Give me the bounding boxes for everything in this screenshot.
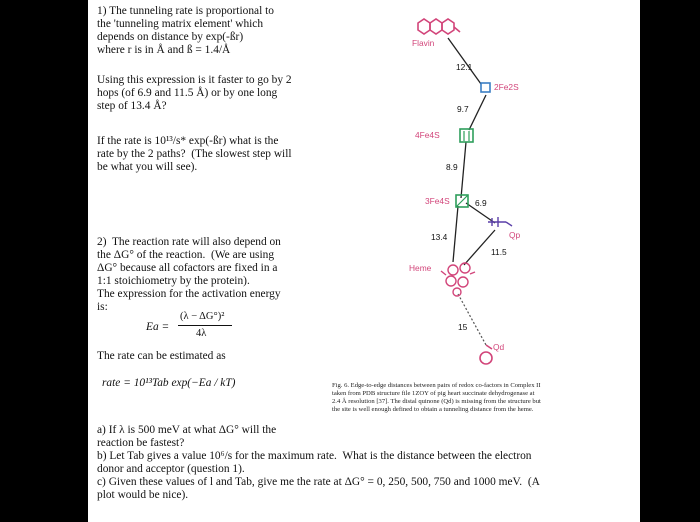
label-2fe2s: 2Fe2S: [494, 82, 519, 92]
q1-question-line-2: hops (of 6.9 and 11.5 Å) or by one long: [97, 87, 278, 99]
ea-label: Ea =: [146, 321, 170, 333]
distance-4fe4s-3fe4s: 8.9: [446, 162, 458, 172]
distance-qp-heme: 11.5: [491, 247, 507, 257]
q2-line-4: 1:1 stoichiometry by the protein).: [97, 275, 250, 287]
label-flavin: Flavin: [412, 38, 435, 48]
q1-rate-line-2: rate by the 2 paths? (The slowest step will: [97, 148, 292, 160]
q2-estimate-line: The rate can be estimated as: [97, 350, 226, 362]
q1-line-4: where r is in Å and ß = 1.4/Å: [97, 44, 231, 56]
q2-line-1: 2) The reaction rate will also depend on: [97, 236, 281, 248]
label-qp: Qp: [509, 230, 521, 240]
ea-numerator: (λ − ΔG°)²: [180, 311, 225, 322]
rate-formula: rate = 10¹³Tab exp(−Ea / kT): [102, 377, 236, 389]
q1-rate-line-1: If the rate is 10¹³/s* exp(-ßr) what is the: [97, 135, 279, 147]
subq-b-line-2: donor and acceptor (question 1).: [97, 463, 245, 475]
subq-a-line-1: a) If λ is 500 meV at what ΔG° will the: [97, 424, 277, 436]
distance-heme-qd: 15: [458, 322, 468, 332]
cofactor-figure: [88, 0, 640, 522]
figure-caption-line-2: taken from PDB structure file 1ZOY of pig heart succinate dehydrogenase at: [332, 390, 535, 397]
label-heme: Heme: [409, 263, 432, 273]
subq-c-line-2: plot would be nice).: [97, 489, 189, 501]
q2-line-5: The expression for the activation energy: [97, 288, 281, 300]
figure-caption-line-3: 2.4 Å resolution [37]. The distal quinone (Qd) is missing from the structure but: [332, 398, 541, 405]
line-heme-qd: [458, 294, 486, 345]
q1-question-line-1: Using this expression is it faster to go by 2: [97, 74, 292, 86]
distance-3fe4s-qp: 6.9: [475, 198, 487, 208]
qp-structure: [488, 217, 512, 227]
flavin-structure: [418, 19, 460, 34]
ea-denominator: 4λ: [196, 328, 207, 339]
q1-line-2: the 'tunneling matrix element' which: [97, 18, 264, 30]
label-3fe4s: 3Fe4S: [425, 196, 450, 206]
qd-structure: [480, 345, 492, 364]
heme-structure: [441, 263, 475, 296]
q1-line-1: 1) The tunneling rate is proportional to: [97, 5, 274, 17]
distance-3fe4s-heme: 13.4: [431, 232, 448, 242]
q2-line-6: is:: [97, 301, 108, 313]
distance-flavin-2fe2s: 12.1: [456, 62, 473, 72]
line-2fe2s-4fe4s: [469, 95, 486, 130]
subq-c-line-1: c) Given these values of l and Tab, give me the rate at ΔG° = 0, 250, 500, 750 and 1000 meV. (A: [97, 476, 540, 488]
line-3fe4s-heme: [453, 206, 458, 262]
subq-a-line-2: reaction be fastest?: [97, 437, 185, 449]
line-flavin-2fe2s: [448, 38, 481, 84]
document-page: [88, 0, 640, 522]
q1-rate-line-3: be what you will see).: [97, 161, 198, 173]
q1-question-line-3: step of 13.4 Å?: [97, 100, 167, 112]
q2-line-2: the ΔG° of the reaction. (We are using: [97, 249, 275, 261]
line-4fe4s-3fe4s: [461, 142, 466, 198]
figure-caption-line-1: Fig. 6. Edge-to-edge distances between pairs of redox co-factors in Complex II: [332, 382, 541, 389]
subq-b-line-1: b) Let Tab gives a value 10⁶/s for the maximum rate. What is the distance between the electron: [97, 450, 532, 462]
label-qd: Qd: [493, 342, 505, 352]
fe2s2-cluster: [481, 83, 490, 92]
figure-caption-line-4: the site is well enough defined to obtain a tunneling distance from the heme.: [332, 406, 534, 413]
q1-line-3: depends on distance by exp(-ßr): [97, 31, 244, 43]
distance-2fe2s-4fe4s: 9.7: [457, 104, 469, 114]
fe3s4-cluster: [456, 195, 468, 207]
label-4fe4s: 4Fe4S: [415, 130, 440, 140]
fe4s4-cluster: [460, 129, 473, 142]
q2-line-3: ΔG° because all cofactors are fixed in a: [97, 262, 278, 274]
